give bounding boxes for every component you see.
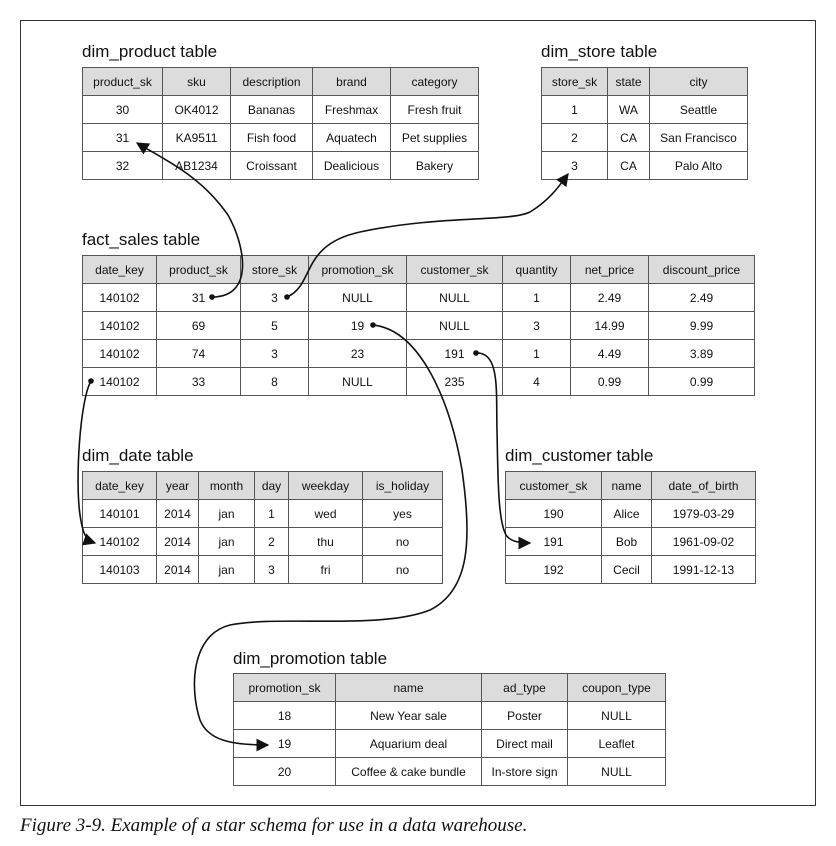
table-row [83, 340, 755, 368]
table-row [506, 528, 756, 556]
cell-store-sk: 1 [542, 96, 608, 124]
cell-customer-sk: 191 [407, 340, 503, 368]
cell-category: Bakery [391, 152, 479, 180]
cell-day: 1 [255, 500, 289, 528]
table-row [83, 124, 479, 152]
fact-sales-table [82, 255, 755, 396]
column-header-store-sk: store_sk [542, 68, 608, 96]
table-row [83, 152, 479, 180]
column-header-is-holiday: is_holiday [363, 472, 443, 500]
header-row [542, 68, 748, 96]
header-row [506, 472, 756, 500]
cell-promotion-sk: 23 [309, 340, 407, 368]
cell-date-key: 140102 [83, 312, 157, 340]
cell-customer-sk: 192 [506, 556, 602, 584]
cell-product-sk: 31 [83, 124, 163, 152]
cell-sku: OK4012 [163, 96, 231, 124]
table-row [83, 500, 443, 528]
cell-name: Cecil [602, 556, 652, 584]
dim-date-title: dim_date table [82, 446, 194, 465]
dim-store-title: dim_store table [541, 42, 658, 61]
cell-date-key: 140102 [83, 528, 157, 556]
cell-date-key: 140102 [83, 284, 157, 312]
cell-coupon-type: NULL [568, 702, 666, 730]
cell-promotion-sk: 20 [234, 758, 336, 786]
cell-customer-sk: 191 [506, 528, 602, 556]
cell-is-holiday: no [363, 556, 443, 584]
column-header-city: city [650, 68, 748, 96]
column-header-product-sk: product_sk [83, 68, 163, 96]
cell-ad-type: In-store sign [482, 758, 568, 786]
cell-name: Coffee & cake bundle [336, 758, 482, 786]
cell-ad-type: Poster [482, 702, 568, 730]
column-header-name: name [336, 674, 482, 702]
dim-promotion-table [233, 673, 666, 786]
cell-is-holiday: yes [363, 500, 443, 528]
dim-customer-table [505, 471, 756, 584]
cell-discount-price: 3.89 [649, 340, 755, 368]
column-header-year: year [157, 472, 199, 500]
cell-product-sk: 74 [157, 340, 241, 368]
column-header-date-key: date_key [83, 472, 157, 500]
cell-quantity: 1 [503, 340, 571, 368]
cell-store-sk: 8 [241, 368, 309, 396]
cell-net-price: 14.99 [571, 312, 649, 340]
column-header-quantity: quantity [503, 256, 571, 284]
header-row [234, 674, 666, 702]
cell-net-price: 0.99 [571, 368, 649, 396]
fact-sales-title: fact_sales table [82, 230, 201, 249]
cell-coupon-type: Leaflet [568, 730, 666, 758]
cell-month: jan [199, 500, 255, 528]
cell-quantity: 4 [503, 368, 571, 396]
cell-store-sk: 3 [241, 340, 309, 368]
column-header-sku: sku [163, 68, 231, 96]
cell-net-price: 4.49 [571, 340, 649, 368]
cell-weekday: thu [289, 528, 363, 556]
column-header-discount-price: discount_price [649, 256, 755, 284]
column-header-description: description [231, 68, 313, 96]
cell-promotion-sk: 19 [234, 730, 336, 758]
table-row [83, 528, 443, 556]
cell-date-key: 140102 [83, 340, 157, 368]
cell-date-key: 140101 [83, 500, 157, 528]
cell-quantity: 1 [503, 284, 571, 312]
table-row [506, 556, 756, 584]
table-row [234, 702, 666, 730]
cell-city: Palo Alto [650, 152, 748, 180]
cell-day: 3 [255, 556, 289, 584]
cell-state: WA [608, 96, 650, 124]
cell-brand: Dealicious [313, 152, 391, 180]
cell-discount-price: 0.99 [649, 368, 755, 396]
cell-date-of-birth: 1991-12-13 [652, 556, 756, 584]
cell-description: Croissant [231, 152, 313, 180]
cell-promotion-sk: 19 [309, 312, 407, 340]
dim-customer-title: dim_customer table [505, 446, 654, 465]
cell-ad-type: Direct mail [482, 730, 568, 758]
figure-caption: Figure 3-9. Example of a star schema for use in a data warehouse. [20, 815, 528, 836]
table-row [542, 96, 748, 124]
cell-name: Aquarium deal [336, 730, 482, 758]
cell-city: San Francisco [650, 124, 748, 152]
dim-store-table [541, 67, 748, 180]
cell-product-sk: 69 [157, 312, 241, 340]
cell-date-of-birth: 1961-09-02 [652, 528, 756, 556]
cell-description: Fish food [231, 124, 313, 152]
cell-year: 2014 [157, 528, 199, 556]
column-header-promotion-sk: promotion_sk [234, 674, 336, 702]
column-header-day: day [255, 472, 289, 500]
header-row [83, 68, 479, 96]
table-row [83, 556, 443, 584]
cell-category: Fresh fruit [391, 96, 479, 124]
column-header-product-sk: product_sk [157, 256, 241, 284]
column-header-month: month [199, 472, 255, 500]
table-row [234, 730, 666, 758]
column-header-name: name [602, 472, 652, 500]
cell-sku: KA9511 [163, 124, 231, 152]
cell-date-of-birth: 1979-03-29 [652, 500, 756, 528]
cell-description: Bananas [231, 96, 313, 124]
cell-state: CA [608, 124, 650, 152]
cell-weekday: fri [289, 556, 363, 584]
cell-year: 2014 [157, 556, 199, 584]
cell-category: Pet supplies [391, 124, 479, 152]
column-header-weekday: weekday [289, 472, 363, 500]
table-row [83, 368, 755, 396]
cell-is-holiday: no [363, 528, 443, 556]
column-header-ad-type: ad_type [482, 674, 568, 702]
cell-month: jan [199, 556, 255, 584]
cell-year: 2014 [157, 500, 199, 528]
column-header-category: category [391, 68, 479, 96]
column-header-coupon-type: coupon_type [568, 674, 666, 702]
table-row [542, 152, 748, 180]
cell-store-sk: 3 [542, 152, 608, 180]
cell-net-price: 2.49 [571, 284, 649, 312]
cell-date-key: 140103 [83, 556, 157, 584]
dim-promotion-title: dim_promotion table [233, 649, 388, 668]
cell-product-sk: 30 [83, 96, 163, 124]
column-header-promotion-sk: promotion_sk [309, 256, 407, 284]
column-header-date-key: date_key [83, 256, 157, 284]
cell-promotion-sk: NULL [309, 284, 407, 312]
cell-month: jan [199, 528, 255, 556]
cell-store-sk: 3 [241, 284, 309, 312]
cell-customer-sk: NULL [407, 312, 503, 340]
header-row [83, 472, 443, 500]
cell-name: New Year sale [336, 702, 482, 730]
cell-sku: AB1234 [163, 152, 231, 180]
cell-state: CA [608, 152, 650, 180]
table-row [83, 96, 479, 124]
cell-product-sk: 32 [83, 152, 163, 180]
column-header-net-price: net_price [571, 256, 649, 284]
cell-date-key: 140102 [83, 368, 157, 396]
cell-product-sk: 31 [157, 284, 241, 312]
cell-product-sk: 33 [157, 368, 241, 396]
cell-name: Alice [602, 500, 652, 528]
cell-promotion-sk: NULL [309, 368, 407, 396]
cell-discount-price: 9.99 [649, 312, 755, 340]
cell-name: Bob [602, 528, 652, 556]
cell-day: 2 [255, 528, 289, 556]
cell-city: Seattle [650, 96, 748, 124]
cell-store-sk: 2 [542, 124, 608, 152]
cell-brand: Freshmax [313, 96, 391, 124]
cell-customer-sk: NULL [407, 284, 503, 312]
column-header-date-of-birth: date_of_birth [652, 472, 756, 500]
cell-customer-sk: 235 [407, 368, 503, 396]
column-header-state: state [608, 68, 650, 96]
cell-weekday: wed [289, 500, 363, 528]
cell-quantity: 3 [503, 312, 571, 340]
column-header-customer-sk: customer_sk [407, 256, 503, 284]
column-header-brand: brand [313, 68, 391, 96]
dim-product-title: dim_product table [82, 42, 218, 61]
table-row [542, 124, 748, 152]
table-row [83, 284, 755, 312]
dim-date-table [82, 471, 443, 584]
cell-store-sk: 5 [241, 312, 309, 340]
table-row [83, 312, 755, 340]
column-header-customer-sk: customer_sk [506, 472, 602, 500]
cell-customer-sk: 190 [506, 500, 602, 528]
table-row [234, 758, 666, 786]
cell-discount-price: 2.49 [649, 284, 755, 312]
column-header-store-sk: store_sk [241, 256, 309, 284]
header-row [83, 256, 755, 284]
cell-brand: Aquatech [313, 124, 391, 152]
dim-product-table [82, 67, 479, 180]
cell-coupon-type: NULL [568, 758, 666, 786]
table-row [506, 500, 756, 528]
cell-promotion-sk: 18 [234, 702, 336, 730]
